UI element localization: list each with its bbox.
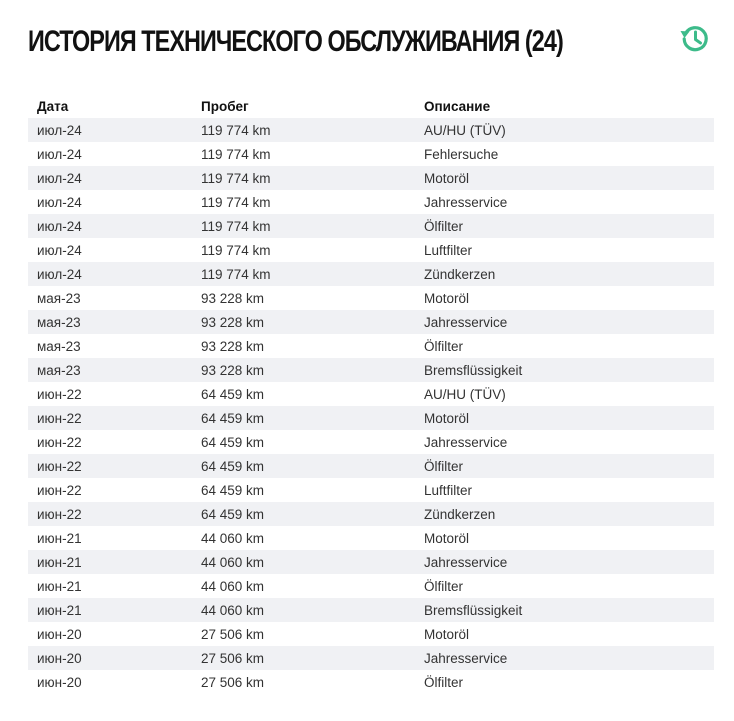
row-date: мая-23 bbox=[37, 362, 81, 378]
row-date: июн-22 bbox=[37, 434, 82, 450]
row-description: Zündkerzen bbox=[424, 506, 496, 522]
row-description: Motoröl bbox=[424, 530, 470, 546]
row-description: Jahresservice bbox=[424, 554, 508, 570]
row-date: июн-20 bbox=[37, 674, 82, 690]
table-row bbox=[28, 214, 714, 238]
row-date: июн-22 bbox=[37, 482, 82, 498]
table-row bbox=[28, 550, 714, 574]
row-date: мая-23 bbox=[37, 338, 81, 354]
row-mileage: 93 228 km bbox=[201, 314, 265, 330]
table-row bbox=[28, 430, 714, 454]
row-mileage: 119 774 km bbox=[201, 122, 271, 138]
row-mileage: 93 228 km bbox=[201, 290, 265, 306]
row-date: июн-22 bbox=[37, 506, 82, 522]
row-description: Ölfilter bbox=[424, 218, 464, 234]
row-description: Bremsflüssigkeit bbox=[424, 362, 523, 378]
row-description: Ölfilter bbox=[424, 674, 464, 690]
row-date: июл-24 bbox=[37, 242, 82, 258]
table-row bbox=[28, 502, 714, 526]
row-date: июн-21 bbox=[37, 578, 82, 594]
row-description: Jahresservice bbox=[424, 194, 508, 210]
row-description: Jahresservice bbox=[424, 650, 508, 666]
row-mileage: 27 506 km bbox=[201, 650, 265, 666]
row-mileage: 44 060 km bbox=[201, 602, 265, 618]
row-mileage: 44 060 km bbox=[201, 530, 265, 546]
row-description: AU/HU (TÜV) bbox=[424, 386, 506, 402]
row-date: июн-21 bbox=[37, 554, 82, 570]
row-description: Motoröl bbox=[424, 170, 470, 186]
page-title: ИСТОРИЯ ТЕХНИЧЕСКОГО ОБСЛУЖИВАНИЯ (24) bbox=[28, 25, 563, 58]
row-mileage: 44 060 km bbox=[201, 578, 265, 594]
history-button[interactable] bbox=[677, 20, 713, 56]
row-mileage: 119 774 km bbox=[201, 146, 271, 162]
table-row bbox=[28, 262, 714, 286]
row-mileage: 64 459 km bbox=[201, 458, 265, 474]
page-header bbox=[28, 22, 718, 62]
table-row bbox=[28, 310, 714, 334]
table-body bbox=[28, 118, 714, 694]
table-row bbox=[28, 118, 714, 142]
row-description: AU/HU (TÜV) bbox=[424, 122, 506, 138]
row-mileage: 64 459 km bbox=[201, 506, 265, 522]
maintenance-table bbox=[28, 94, 714, 694]
table-row bbox=[28, 646, 714, 670]
row-description: Ölfilter bbox=[424, 338, 464, 354]
table-row bbox=[28, 454, 714, 478]
table-row bbox=[28, 142, 714, 166]
row-date: июл-24 bbox=[37, 194, 82, 210]
table-row bbox=[28, 238, 714, 262]
row-date: июн-22 bbox=[37, 410, 82, 426]
row-mileage: 119 774 km bbox=[201, 170, 271, 186]
column-header-date: Дата bbox=[37, 98, 69, 114]
column-header-mileage: Пробег bbox=[201, 98, 249, 114]
row-mileage: 119 774 km bbox=[201, 266, 271, 282]
table-row bbox=[28, 334, 714, 358]
table-row bbox=[28, 670, 714, 694]
table-row bbox=[28, 598, 714, 622]
row-mileage: 93 228 km bbox=[201, 362, 265, 378]
row-date: июл-24 bbox=[37, 122, 82, 138]
row-date: июн-21 bbox=[37, 602, 82, 618]
row-mileage: 64 459 km bbox=[201, 386, 265, 402]
row-date: июл-24 bbox=[37, 146, 82, 162]
row-description: Motoröl bbox=[424, 626, 470, 642]
table-row bbox=[28, 190, 714, 214]
row-date: июн-22 bbox=[37, 386, 82, 402]
row-description: Fehlersuche bbox=[424, 146, 499, 162]
table-row bbox=[28, 166, 714, 190]
row-mileage: 119 774 km bbox=[201, 242, 271, 258]
row-date: мая-23 bbox=[37, 314, 81, 330]
row-description: Ölfilter bbox=[424, 578, 464, 594]
row-date: июн-20 bbox=[37, 626, 82, 642]
row-mileage: 119 774 km bbox=[201, 218, 271, 234]
table-row bbox=[28, 622, 714, 646]
row-description: Luftfilter bbox=[424, 482, 473, 498]
row-description: Zündkerzen bbox=[424, 266, 496, 282]
row-date: июн-20 bbox=[37, 650, 82, 666]
row-date: июн-22 bbox=[37, 458, 82, 474]
row-mileage: 119 774 km bbox=[201, 194, 271, 210]
table-row bbox=[28, 478, 714, 502]
row-description: Luftfilter bbox=[424, 242, 473, 258]
row-date: июл-24 bbox=[37, 170, 82, 186]
row-date: июл-24 bbox=[37, 266, 82, 282]
table-row bbox=[28, 526, 714, 550]
row-mileage: 27 506 km bbox=[201, 626, 265, 642]
row-date: мая-23 bbox=[37, 290, 81, 306]
row-mileage: 93 228 km bbox=[201, 338, 265, 354]
row-mileage: 64 459 km bbox=[201, 482, 265, 498]
row-description: Motoröl bbox=[424, 410, 470, 426]
table-header-row bbox=[28, 94, 714, 118]
table-row bbox=[28, 286, 714, 310]
row-description: Jahresservice bbox=[424, 314, 508, 330]
row-description: Ölfilter bbox=[424, 458, 464, 474]
table-row bbox=[28, 406, 714, 430]
row-description: Jahresservice bbox=[424, 434, 508, 450]
table-row bbox=[28, 574, 714, 598]
table-row bbox=[28, 358, 714, 382]
row-mileage: 64 459 km bbox=[201, 434, 265, 450]
history-restore-icon bbox=[677, 20, 713, 56]
row-description: Motoröl bbox=[424, 290, 470, 306]
row-mileage: 64 459 km bbox=[201, 410, 265, 426]
table-row bbox=[28, 382, 714, 406]
column-header-description: Описание bbox=[424, 98, 491, 114]
row-date: июл-24 bbox=[37, 218, 82, 234]
row-mileage: 27 506 km bbox=[201, 674, 265, 690]
row-mileage: 44 060 km bbox=[201, 554, 265, 570]
row-description: Bremsflüssigkeit bbox=[424, 602, 523, 618]
row-date: июн-21 bbox=[37, 530, 82, 546]
